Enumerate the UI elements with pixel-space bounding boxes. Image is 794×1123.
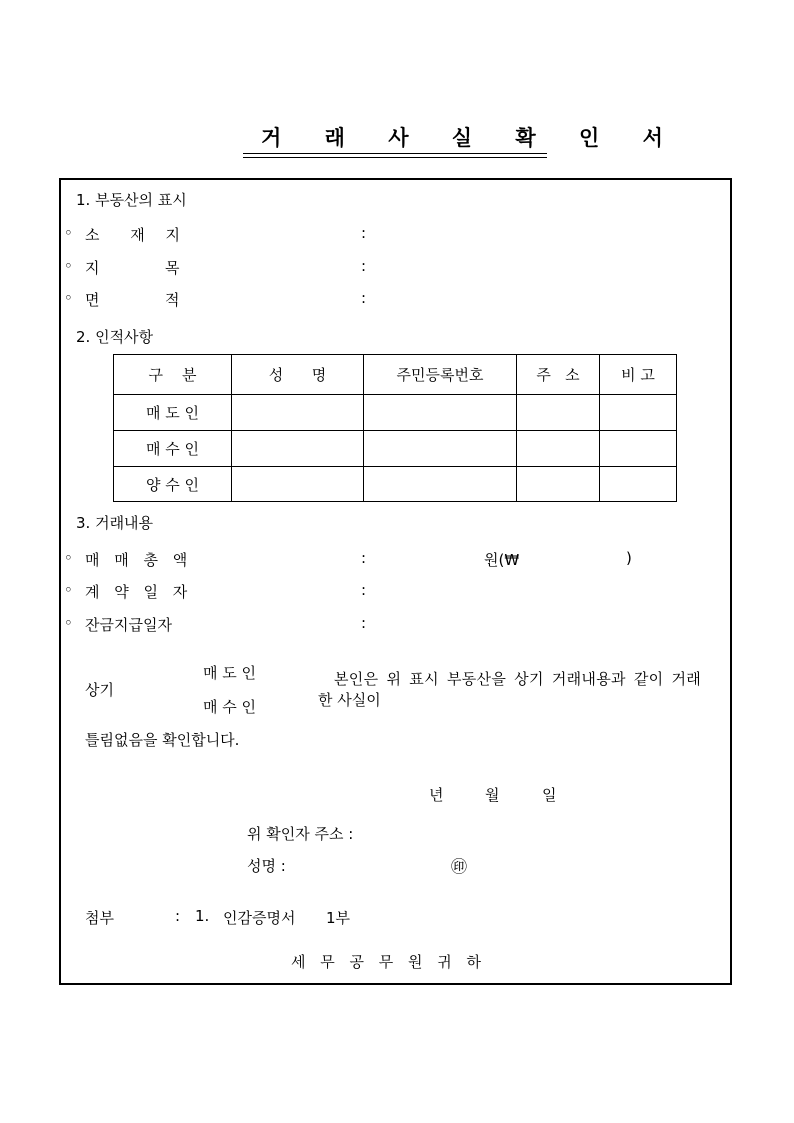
cell-address[interactable]	[517, 467, 600, 502]
date-day: 일	[542, 786, 557, 804]
colon: :	[361, 581, 367, 599]
section1-heading: 1. 부동산의 표시	[76, 191, 187, 209]
bullet-icon: ◦	[64, 224, 73, 242]
bullet-icon: ◦	[64, 549, 73, 567]
row-label-buyer: 매 수 인	[114, 431, 232, 467]
cell-resident-number[interactable]	[364, 395, 517, 431]
header-resident-number: 주민등록번호	[364, 355, 517, 395]
bullet-icon: ◦	[64, 614, 73, 632]
attachment-item: 인감증명서	[223, 909, 296, 927]
currency-close: )	[626, 549, 632, 567]
statement-prefix: 상기	[85, 681, 114, 699]
confirmer-address-label: 위 확인자 주소 :	[247, 825, 354, 843]
cell-resident-number[interactable]	[364, 431, 517, 467]
label-total-price: 매 매 총 액	[85, 551, 190, 569]
table-row	[114, 431, 677, 467]
cell-resident-number[interactable]	[364, 467, 517, 502]
bullet-icon: ◦	[64, 289, 73, 307]
statement-line3: 틀림없음을 확인합니다.	[85, 731, 240, 749]
section2-heading: 2. 인적사항	[76, 328, 154, 346]
title-underline	[243, 153, 547, 154]
statement-buyer: 매 수 인	[203, 698, 257, 716]
header-category: 구 분	[114, 355, 232, 395]
cell-address[interactable]	[517, 431, 600, 467]
section3-heading: 3. 거래내용	[76, 514, 154, 532]
bullet-icon: ◦	[64, 581, 73, 599]
header-remarks: 비 고	[600, 355, 677, 395]
statement-seller: 매 도 인	[203, 664, 257, 682]
label-balance-date: 잔금지급일자	[85, 616, 172, 634]
cell-remarks[interactable]	[600, 431, 677, 467]
row-label-seller: 매 도 인	[114, 395, 232, 431]
header-address: 주 소	[517, 355, 600, 395]
date-month: 월	[485, 786, 500, 804]
document-title: 거 래 사 실 확 인 서	[261, 125, 681, 150]
cell-name[interactable]	[232, 467, 364, 502]
colon: :	[361, 614, 367, 632]
date-year: 년	[429, 786, 444, 804]
attachment-label: 첨부	[85, 909, 114, 927]
cell-address[interactable]	[517, 395, 600, 431]
table-row	[114, 467, 677, 502]
label-location: 소 재 지	[85, 226, 181, 244]
cell-remarks[interactable]	[600, 395, 677, 431]
cell-name[interactable]	[232, 395, 364, 431]
confirmer-name-label: 성명 :	[247, 857, 286, 875]
seal-icon: ㊞	[451, 857, 468, 876]
statement-line1: 본인은 위 표시 부동산을 상기 거래내용과 같이 거래	[334, 670, 702, 688]
statement-line2: 한 사실이	[318, 691, 381, 709]
cell-remarks[interactable]	[600, 467, 677, 502]
header-name: 성 명	[232, 355, 364, 395]
persons-table	[113, 354, 677, 502]
label-area: 면 적	[85, 291, 180, 309]
row-label-transferee: 양 수 인	[114, 467, 232, 502]
colon: :	[361, 289, 367, 307]
currency-label: 원(₩	[484, 551, 520, 569]
bullet-icon: ◦	[64, 257, 73, 275]
label-land-category: 지 목	[85, 259, 180, 277]
cell-name[interactable]	[232, 431, 364, 467]
colon: :	[361, 257, 367, 275]
recipient-line: 세 무 공 무 원 귀 하	[291, 953, 484, 971]
attachment-number: 1.	[195, 907, 210, 925]
title-underline-double	[243, 157, 547, 158]
label-contract-date: 계 약 일 자	[85, 583, 190, 601]
table-row	[114, 395, 677, 431]
attachment-colon: :	[175, 907, 181, 925]
colon: :	[361, 549, 367, 567]
colon: :	[361, 224, 367, 242]
attachment-count: 1부	[326, 909, 351, 927]
